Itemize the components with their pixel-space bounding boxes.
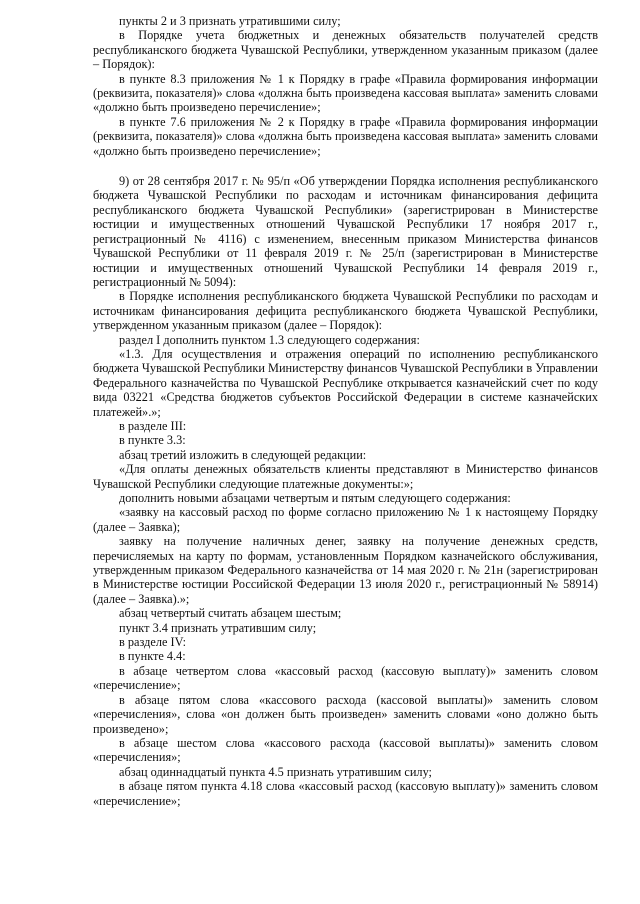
paragraph: в разделе IV: — [119, 635, 186, 650]
paragraph-gap — [93, 158, 598, 174]
paragraph: в пункте 8.3 приложения № 1 к Порядку в графе «Правила формирования информации (реквизита, показателя)» слова «должна быть произведена кассовая выплата» заменить словами «должно быть произведено перечисление»; — [93, 71, 598, 115]
paragraph: в абзаце шестом слова «кассового расхода (кассовой выплаты)» заменить словом «перечисления»; — [93, 735, 598, 765]
paragraph: пункт 3.4 признать утратившим силу; — [119, 620, 317, 635]
document-page — [93, 14, 598, 808]
paragraph: пункты 2 и 3 признать утратившими силу; — [119, 14, 341, 28]
paragraph: 9) от 28 сентября 2017 г. № 95/п «Об утверждении Порядка исполнения республиканского бюджета Чувашской Республики по расходам и источникам финансирования дефицита республиканского бюджета Чувашской Республики» (зарегистрирован в Министерстве юстиции и имущественных отношений Чувашской Республики 17 ноября 2017 г., регистрационный № 4116) с изменением, внесенным приказом Министерства финансов Чувашской Республики от 11 февраля 2019 г. № 25/п (зарегистрирован в Министерстве юстиции и имущественных отношений Чувашской Республики 14 февраля 2019 г., регистрационный № 5094): — [93, 174, 598, 289]
paragraph: в пункте 7.6 приложения № 2 к Порядку в графе «Правила формирования информации (реквизита, показателя)» слова «должна быть произведена кассовая выплата» заменить словами «должно быть произведено перечисление»; — [93, 114, 598, 158]
paragraph: в пункте 3.3: — [119, 433, 186, 448]
paragraph: в разделе III: — [119, 418, 187, 433]
paragraph: заявку на получение наличных денег, заявку на получение денежных средств, перечисляемых на карту по формам, установленным Порядком казначейского обслуживания, утвержденным приказом Федерального казначейства от 14 мая 2020 г. № 21н (зарегистрирован в Министерстве юстиции Российской Федерации 13 июля 2020 г., регистрационный № 58914) (далее – Заявка).»; — [93, 534, 598, 606]
paragraph: «1.3. Для осуществления и отражения операций по исполнению республиканского бюджета Чувашской Республики Министерству финансов Чувашской Республики в Управлении Федерального казначейства по Чувашской Республике открывается казначейский счет по коду вида 03221 «Средства бюджетов субъектов Российской Федерации в системе казначейских платежей».»; — [93, 346, 598, 419]
paragraph: абзац четвертый считать абзацем шестым; — [119, 606, 342, 621]
paragraph: в абзаце пятом пункта 4.18 слова «кассовый расход (кассовую выплату)» заменить словом «перечисление»; — [93, 779, 598, 808]
paragraph: абзац третий изложить в следующей редакции: — [119, 447, 367, 462]
paragraph: раздел I дополнить пунктом 1.3 следующего содержания: — [119, 332, 420, 347]
paragraph: абзац одиннадцатый пункта 4.5 признать утратившим силу; — [119, 764, 432, 779]
paragraph: в абзаце четвертом слова «кассовый расход (кассовую выплату)» заменить словом «перечисление»; — [93, 663, 598, 693]
paragraph: дополнить новыми абзацами четвертым и пятым следующего содержания: — [119, 491, 511, 505]
paragraph: «заявку на кассовый расход по форме согласно приложению № 1 к настоящему Порядку (далее – Заявка); — [93, 505, 598, 534]
paragraph: «Для оплаты денежных обязательств клиенты представляют в Министерство финансов Чувашской Республики следующие платежные документы:»; — [93, 462, 598, 491]
paragraph: в Порядке исполнения республиканского бюджета Чувашской Республики по расходам и источникам финансирования дефицита республиканского бюджета Чувашской Республики, утвержденном указанным приказом (далее – Порядок): — [93, 289, 598, 333]
paragraph: в пункте 4.4: — [119, 649, 186, 664]
paragraph: в абзаце пятом слова «кассового расхода (кассовой выплаты)» заменить словом «перечисления», слова «он должен быть произведен» заменить словами «оно должно быть произведено»; — [93, 692, 598, 736]
paragraph: в Порядке учета бюджетных и денежных обязательств получателей средств республиканского бюджета Чувашской Республики, утвержденном указанным приказом (далее – Порядок): — [93, 28, 598, 72]
